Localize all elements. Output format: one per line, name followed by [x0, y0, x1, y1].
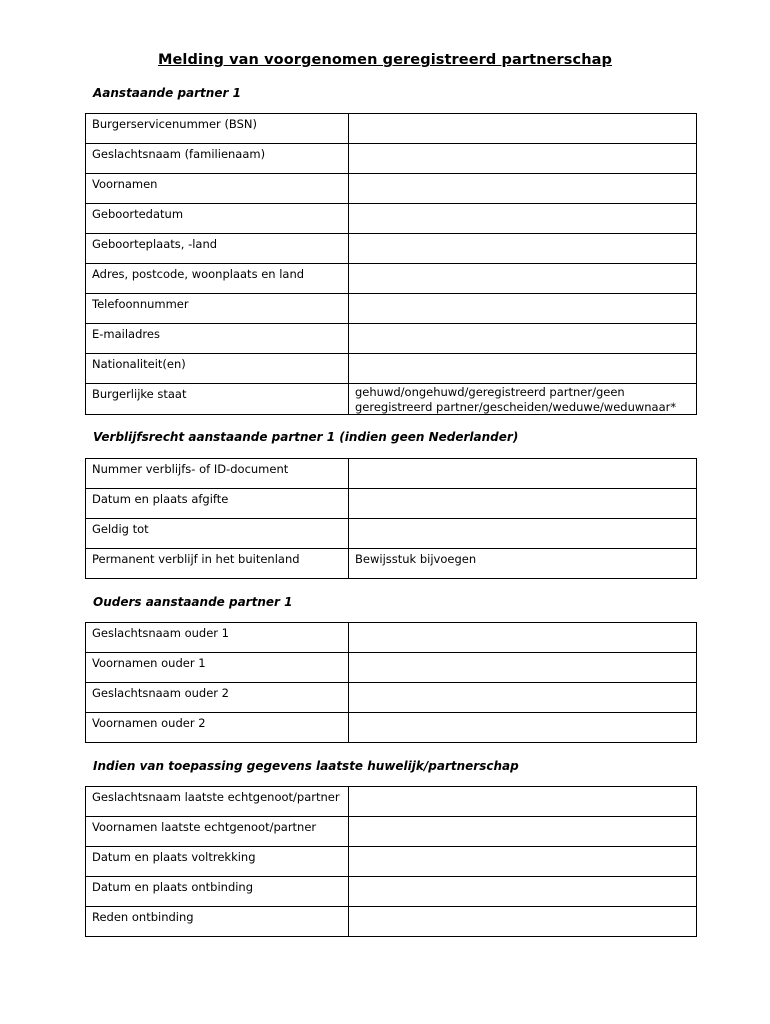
table-row [86, 384, 697, 415]
table-row [86, 907, 697, 937]
civil-status-field[interactable]: gehuwd/ongehuwd/geregistreerd partner/geen geregistreerd partner/gescheiden/weduwe/weduwnaar* [349, 384, 697, 415]
table-row [86, 459, 697, 489]
dissolution-reason-field[interactable] [349, 907, 697, 937]
table-row [86, 847, 697, 877]
table-row [86, 114, 697, 144]
section-heading-parents: Ouders aanstaande partner 1 [93, 595, 293, 609]
nationality-field[interactable] [349, 354, 697, 384]
table-row [86, 324, 697, 354]
last-spouse-surname-field[interactable] [349, 787, 697, 817]
table-row [86, 653, 697, 683]
table-row [86, 787, 697, 817]
row-label: Nationaliteit(en) [86, 354, 349, 384]
row-label: Datum en plaats afgifte [86, 489, 349, 519]
table-row [86, 713, 697, 743]
document-number-field[interactable] [349, 459, 697, 489]
table-row [86, 549, 697, 579]
phone-field[interactable] [349, 294, 697, 324]
residence-table [85, 458, 697, 579]
table-row [86, 817, 697, 847]
table-row [86, 174, 697, 204]
table-row [86, 623, 697, 653]
birth-place-field[interactable] [349, 234, 697, 264]
table-row [86, 489, 697, 519]
parent2-surname-field[interactable] [349, 683, 697, 713]
row-label: Voornamen laatste echtgenoot/partner [86, 817, 349, 847]
table-row [86, 683, 697, 713]
dissolution-date-place-field[interactable] [349, 877, 697, 907]
table-row [86, 877, 697, 907]
row-label: Nummer verblijfs- of ID-document [86, 459, 349, 489]
row-label: Geboortedatum [86, 204, 349, 234]
row-label: Geldig tot [86, 519, 349, 549]
parent1-first-names-field[interactable] [349, 653, 697, 683]
last-spouse-first-names-field[interactable] [349, 817, 697, 847]
row-label: Datum en plaats ontbinding [86, 877, 349, 907]
row-label: Permanent verblijf in het buitenland [86, 549, 349, 579]
section-heading-residence: Verblijfsrecht aanstaande partner 1 (indien geen Nederlander) [93, 430, 519, 444]
row-label: Telefoonnummer [86, 294, 349, 324]
table-row [86, 264, 697, 294]
row-label: Geslachtsnaam laatste echtgenoot/partner [86, 787, 349, 817]
table-row [86, 519, 697, 549]
issue-date-place-field[interactable] [349, 489, 697, 519]
row-label: Voornamen ouder 1 [86, 653, 349, 683]
row-label: E-mailadres [86, 324, 349, 354]
section-heading-last-marriage: Indien van toepassing gegevens laatste huwelijk/partnerschap [93, 759, 519, 773]
row-label: Voornamen ouder 2 [86, 713, 349, 743]
row-label: Geboorteplaats, -land [86, 234, 349, 264]
row-label: Adres, postcode, woonplaats en land [86, 264, 349, 294]
row-label: Burgerlijke staat [86, 384, 349, 415]
table-row [86, 294, 697, 324]
row-label: Burgerservicenummer (BSN) [86, 114, 349, 144]
table-row [86, 234, 697, 264]
last-marriage-table [85, 786, 697, 937]
permanent-residence-field[interactable]: Bewijsstuk bijvoegen [349, 549, 697, 579]
row-label: Datum en plaats voltrekking [86, 847, 349, 877]
surname-field[interactable] [349, 144, 697, 174]
bsn-field[interactable] [349, 114, 697, 144]
parents-table [85, 622, 697, 743]
first-names-field[interactable] [349, 174, 697, 204]
ceremony-date-place-field[interactable] [349, 847, 697, 877]
section-heading-partner: Aanstaande partner 1 [93, 86, 241, 100]
table-row [86, 354, 697, 384]
valid-until-field[interactable] [349, 519, 697, 549]
parent1-surname-field[interactable] [349, 623, 697, 653]
email-field[interactable] [349, 324, 697, 354]
table-row [86, 204, 697, 234]
row-label: Voornamen [86, 174, 349, 204]
table-row [86, 144, 697, 174]
page-title: Melding van voorgenomen geregistreerd partnerschap [157, 52, 613, 68]
row-label: Geslachtsnaam ouder 1 [86, 623, 349, 653]
row-label: Geslachtsnaam ouder 2 [86, 683, 349, 713]
parent2-first-names-field[interactable] [349, 713, 697, 743]
address-field[interactable] [349, 264, 697, 294]
row-label: Geslachtsnaam (familienaam) [86, 144, 349, 174]
partner-table [85, 113, 697, 415]
row-label: Reden ontbinding [86, 907, 349, 937]
birth-date-field[interactable] [349, 204, 697, 234]
